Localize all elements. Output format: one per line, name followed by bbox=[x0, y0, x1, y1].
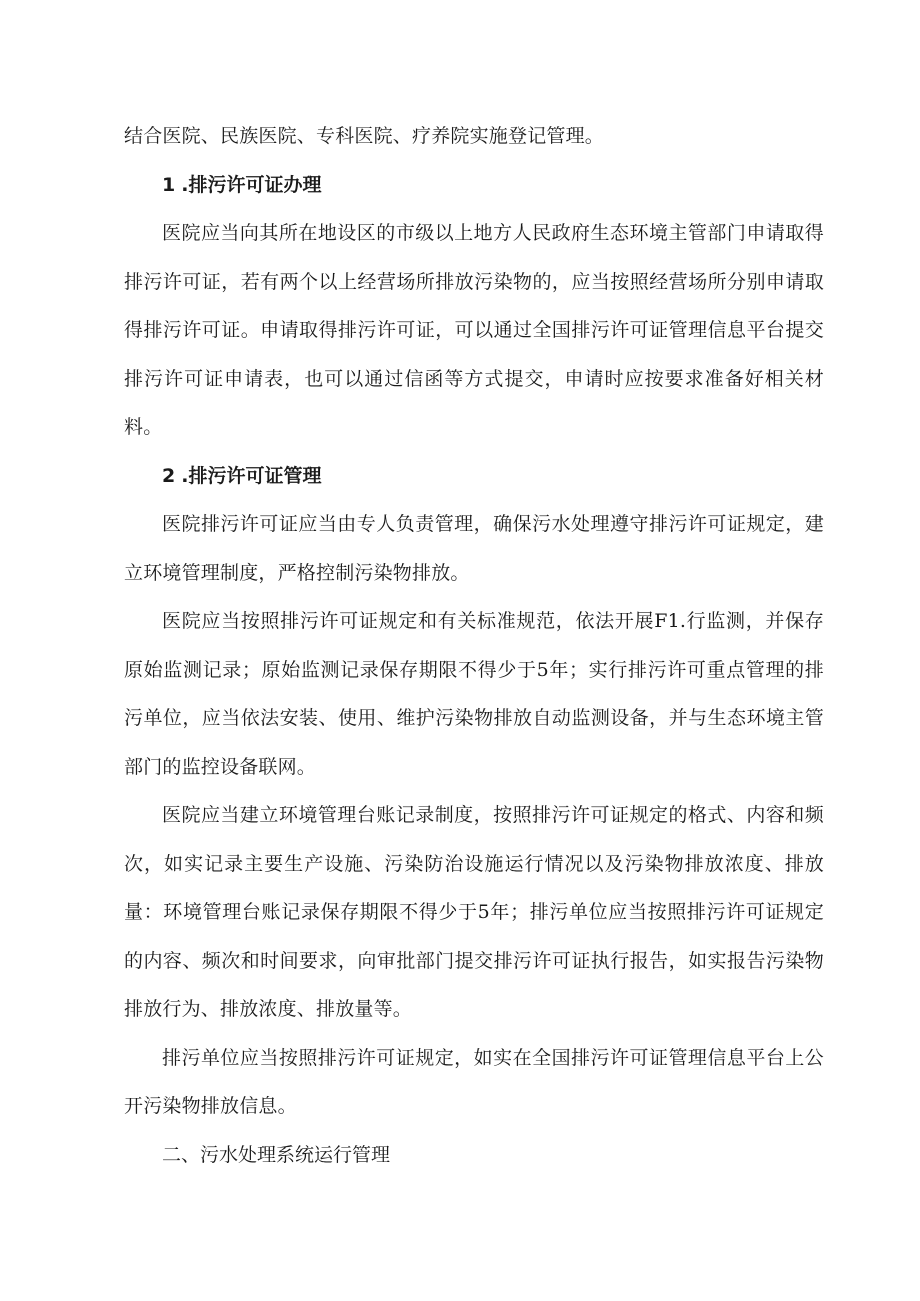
section-heading-permit-management bbox=[124, 452, 824, 501]
section-title: .排污许可证办理 bbox=[181, 173, 322, 196]
paragraph-responsible-management: 医院排污许可证应当由专人负责管理，确保污水处理遵守排污许可证规定，建立环境管理制度，严格控制污染物排放。 bbox=[124, 513, 824, 584]
paragraph-permit-application: 医院应当向其所在地设区的市级以上地方人民政府生态环境主管部门申请取得排污许可证，若有两个以上经营场所排放污染物的，应当按照经营场所分别申请取得排污许可证。申请取得排污许可证，可以通过全国排污许可证管理信息平台提交排污许可证申请表，也可以通过信函等方式提交，申请时应按要求准备好相关材料。 bbox=[124, 222, 824, 438]
section-heading-permit-application bbox=[124, 161, 824, 210]
section-number: 1 bbox=[162, 173, 176, 196]
paragraph-ledger-records: 医院应当建立环境管理台账记录制度，按照排污许可证规定的格式、内容和频次，如实记录主要生产设施、污染防治设施运行情况以及污染物排放浓度、排放量：环境管理台账记录保存期限不得少于5年；排污单位应当按照排污许可证规定的内容、频次和时间要求，向审批部门提交排污许可证执行报告，如实报告污染物排放行为、排放浓度、排放量等。 bbox=[124, 804, 824, 1020]
continuation-paragraph: 结合医院、民族医院、专科医院、疗养院实施登记管理。 bbox=[124, 125, 605, 147]
section-number: 2 bbox=[162, 464, 176, 487]
section-title: .排污许可证管理 bbox=[181, 464, 322, 487]
chapter-heading-wastewater-operation: 二、污水处理系统运行管理 bbox=[162, 1143, 391, 1166]
paragraph-monitoring: 医院应当按照排污许可证规定和有关标准规范，依法开展F1.行监测，并保存原始监测记录；原始监测记录保存期限不得少于5年；实行排污许可重点管理的排污单位，应当依法安装、使用、维护污染物排放自动监测设备，并与生态环境主管部门的监控设备联网。 bbox=[124, 610, 824, 778]
paragraph-public-disclosure: 排污单位应当按照排污许可证规定，如实在全国排污许可证管理信息平台上公开污染物排放信息。 bbox=[124, 1046, 824, 1117]
